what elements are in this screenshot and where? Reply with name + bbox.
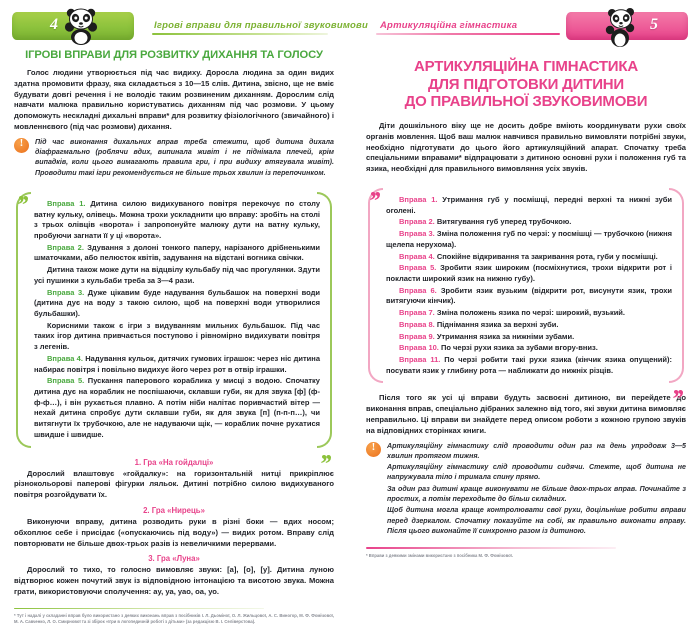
right-header-rule [376, 33, 560, 35]
right-intro-paragraph: Діти дошкільного віку ще не досить добре вміють координувати рухи своїх органів мовлення. Щоб ваш малюк навчився правильно вимовляти потрібні звуки, необхідно підготувати до цього його артикуляційний апарат. Спочатку треба спеціальними вправами* відпрацювати з дитиною основні рухи і положення губ та язика, необхідні для правильного вимовляння усіх звуків. [366, 121, 686, 174]
exercise-item: Вправа 1. Утримання губ у посмішці, передні верхні та нижні зуби оголені. [386, 194, 672, 215]
exclamation-icon [366, 442, 381, 457]
left-header-rule [152, 33, 328, 35]
game-heading-2: 2. Гра «Нирець» [143, 505, 205, 515]
title-line-2: ДЛЯ ПІДГОТОВКИ ДИТИНИ [428, 75, 624, 93]
title-line-1: АРТИКУЛЯЦІЙНА ГІМНАСТИКА [414, 58, 638, 75]
exercise-item: Корисними також є ігри з видуванням мильних бульбашок. Під час таких ігор дитина привчається поступово і рівномірно видихувати повітря з легенів. [34, 320, 320, 352]
right-note-block [366, 441, 686, 538]
exercise-item: Вправа 7. Зміна положень язика по черзі: широкий, вузький. [399, 308, 625, 318]
exclamation-icon [14, 138, 29, 153]
game-paragraph-3: Дорослий то тихо, то голосно вимовляє звуки: [а], [о], [у]. Дитина луною відтворює кожен почутий звук із відповідною інтонацією та висотою звука. Можна грати, використовуючи сполучення: ау, уа, уао, оа, уо. [14, 565, 334, 596]
left-intro-paragraph: Голос людини утворюється під час видиху. Доросла людина за один видих здатна промовити фразу, яка складається з 10—15 слів. Дитина, звісно, ще не вміє будувати довгі речення і не володіє таким розвиненим диханням. Дорослим слід навчати малюка правильно користуватись диханням під час розмови. У цьому допоможуть нескладні дихальні вправи* для розвитку фізіологічного (звичайного) і мовленнєвого (під час розмови) дихання. [14, 68, 334, 131]
right-page-header [366, 0, 686, 46]
right-footnote: * Вправи з деякими змінами використано з посібника М. Ф. Фомічової. [366, 552, 514, 558]
exercise-item: Вправа 3. Дуже цікавим буде надування бульбашок на поверхні води (дитина дує на воду з такою силою, щоб на поверхні води утворилися бульбашки). [34, 287, 320, 318]
right-exercise-frame [368, 172, 684, 401]
right-note-1: Артикуляційну гімнастику слід проводити один раз на день упродовж 3—5 хвилин протягом тижня. [387, 441, 686, 460]
right-after-paragraph: Після того як усі ці вправи будуть засвоєні дитиною, ви перейдете до виконання вправ, спеціально дібраних залежно від того, які звуки дитина вимовляє неправильно. Ці вправи ви знайдете перед описом роботи з кожною групою звуків на відповідних сторінках книги. [366, 393, 686, 435]
exercise-item: Вправа 3. Зміна положення губ по черзі: у посмішці — трубочкою (нижня щелепа нерухома). [386, 229, 672, 249]
exercise-item: Вправа 8. Піднімання язика за верхні зуби. [399, 319, 559, 329]
exercise-item: Дитина також може дути на відцвілу кульбабу під час прогулянки. Здути усі пушинки з кульбаби треба за 3—4 рази. [34, 265, 320, 285]
exercise-item: Вправа 2. Здування з долоні тонкого паперу, нарізаного дрібненькими шматочками, або пелюсток квітів, задування на відстані вогника свічки. [34, 242, 320, 263]
left-page-title: ІГРОВІ ВПРАВИ ДЛЯ РОЗВИТКУ ДИХАННЯ ТА ГОЛОСУ [25, 49, 323, 61]
right-running-head: Артикуляційна гімнастика [380, 20, 518, 31]
exercise-item: Вправа 11. По черзі робити такі рухи язика (кінчик язика опущений): посувати язик у глибину рота — наближати до нижніх різців. [386, 355, 672, 375]
left-page-number: 4 [50, 16, 58, 33]
exercise-item: Вправа 5. Пускання паперового кораблика у мисці з водою. Спочатку дитина дує на кораблик не поспішаючи, склавши губи, як для звука [ф] (ф-ф-ф…), і він рухається плавно. А потім ніби налітає поривчастий вітер — нехай дитина спробує дути склавши губи, як для звука [п] (п-п-п…), чи витягнути їх трубочкою, але не надуваючи щік, — кораблик почне рухатися швидше і швидше. [34, 376, 320, 439]
game-paragraph-2: Виконуючи вправу, дитина розводить руки в різні боки — вдих носом; обхоплює себе і присідає («опускаючись під воду») — видих ротом. Вправу слід повторювати не більше двох-трьох разів із невеличкими перервами. [14, 516, 334, 548]
right-note-3: За один раз дитині краще виконувати не більше двох-трьох вправ. Починайте з простих, а потім переходьте до більш складних. [387, 484, 686, 503]
left-footnote: * Тут і надалі у складанні вправ було використано з деяких виконань вправ з посібників І. Л. Дьоміної, О. Л. Жильцової, А. С. Виногор, М. Ф. Фомічової, М. А. Савченко, Л. О. Смирнової та зі збірок «Ігри в логопедичній роботі з дітьми» (за редакцією В. І. Селіверстова). [14, 613, 334, 625]
right-page-number: 5 [650, 16, 658, 33]
left-note-text: Під час виконання дихальних вправ треба стежити, щоб дитина дихала діафрагмально (роблячи вдих, випинала живіт і не піднімала плечей, крім випадків, коли цього вимагають правила гри, і при видиху втягувала живіт). Проводити такі ігри рекомендується не більше трьох хвилин із перепочинком. [35, 137, 334, 177]
game-paragraph-1: Дорослий влаштовує «гойдалку»: на горизонтальній нитці прикріплює різнокольорові паперові фігурки ляльок. Дитині потрібно силою видихуваного повітря розгойдувати їх. [14, 468, 334, 500]
exercise-item: Вправа 2. Витягування губ уперед трубочкою. [399, 217, 572, 227]
exercise-item: Вправа 9. Утримання язика за нижніми зубами. [399, 331, 575, 341]
exercise-item: Вправа 6. Зробити язик вузьким (відкрити рот, висунути язик, трохи витягуючи кінчик). [386, 285, 672, 306]
left-note-block [14, 137, 334, 179]
quote-close-icon: ,, [321, 435, 330, 465]
title-line-3: ДО ПРАВИЛЬНОЇ ЗВУКОВИМОВИ [404, 93, 648, 111]
panda-icon [60, 4, 102, 51]
exercise-item: Вправа 10. По черзі рухи язика за зубами вгору-вниз. [399, 343, 598, 353]
left-page-header [14, 0, 368, 46]
right-note-2: Артикуляційну гімнастику слід проводити сидячи. Стежте, щоб дитина не напружувала тіло і тримала спину прямо. [387, 463, 686, 482]
quote-open-icon: ,, [18, 176, 27, 206]
game-heading-3: 3. Гра «Луна» [148, 554, 200, 564]
right-page [350, 0, 700, 558]
quote-open-icon: ,, [370, 172, 379, 202]
exercise-item: Вправа 4. Спокійне відкривання та закривання рота, губи у посмішці. [399, 251, 658, 261]
game-heading-1: 1. Гра «На гойдалці» [134, 457, 214, 467]
left-footnote-rule [14, 608, 264, 610]
right-note-4: Щоб дитина могла краще контролювати свої рухи, доцільніше робити вправи перед дзеркалом. Спочатку показуйте на собі, як правильно виконати вправу. Після цього виконайте її синхронно разом із дитиною. [387, 506, 686, 535]
right-page-title [366, 58, 686, 111]
quote-close-icon: ,, [673, 371, 682, 401]
exercise-item: Вправа 4. Надування кульок, дитячих гумових іграшок: через ніс дитина набирає повітря і повільно видихує його через рот в отвір іграшки. [34, 353, 320, 374]
left-running-head: Ігрові вправи для правильної звуковимови [154, 20, 368, 31]
panda-icon [602, 6, 642, 55]
right-footnote-rule [366, 547, 616, 549]
exercise-item: Вправа 5. Зробити язик широким (посміхнутися, трохи відкрити рот і покласти широкий язик на нижню губу). [386, 263, 672, 283]
exercise-item: Вправа 1. Дитина силою видихуваного повітря перекочує по столу ватну кульку, олівець. Можна трохи ускладнити цю вправу: зробіть на столі з трьох олівців «ворота» і запропонуйте малюку дути на ватну кульку, пробуючи загнати її у ці «ворота». [34, 198, 320, 240]
